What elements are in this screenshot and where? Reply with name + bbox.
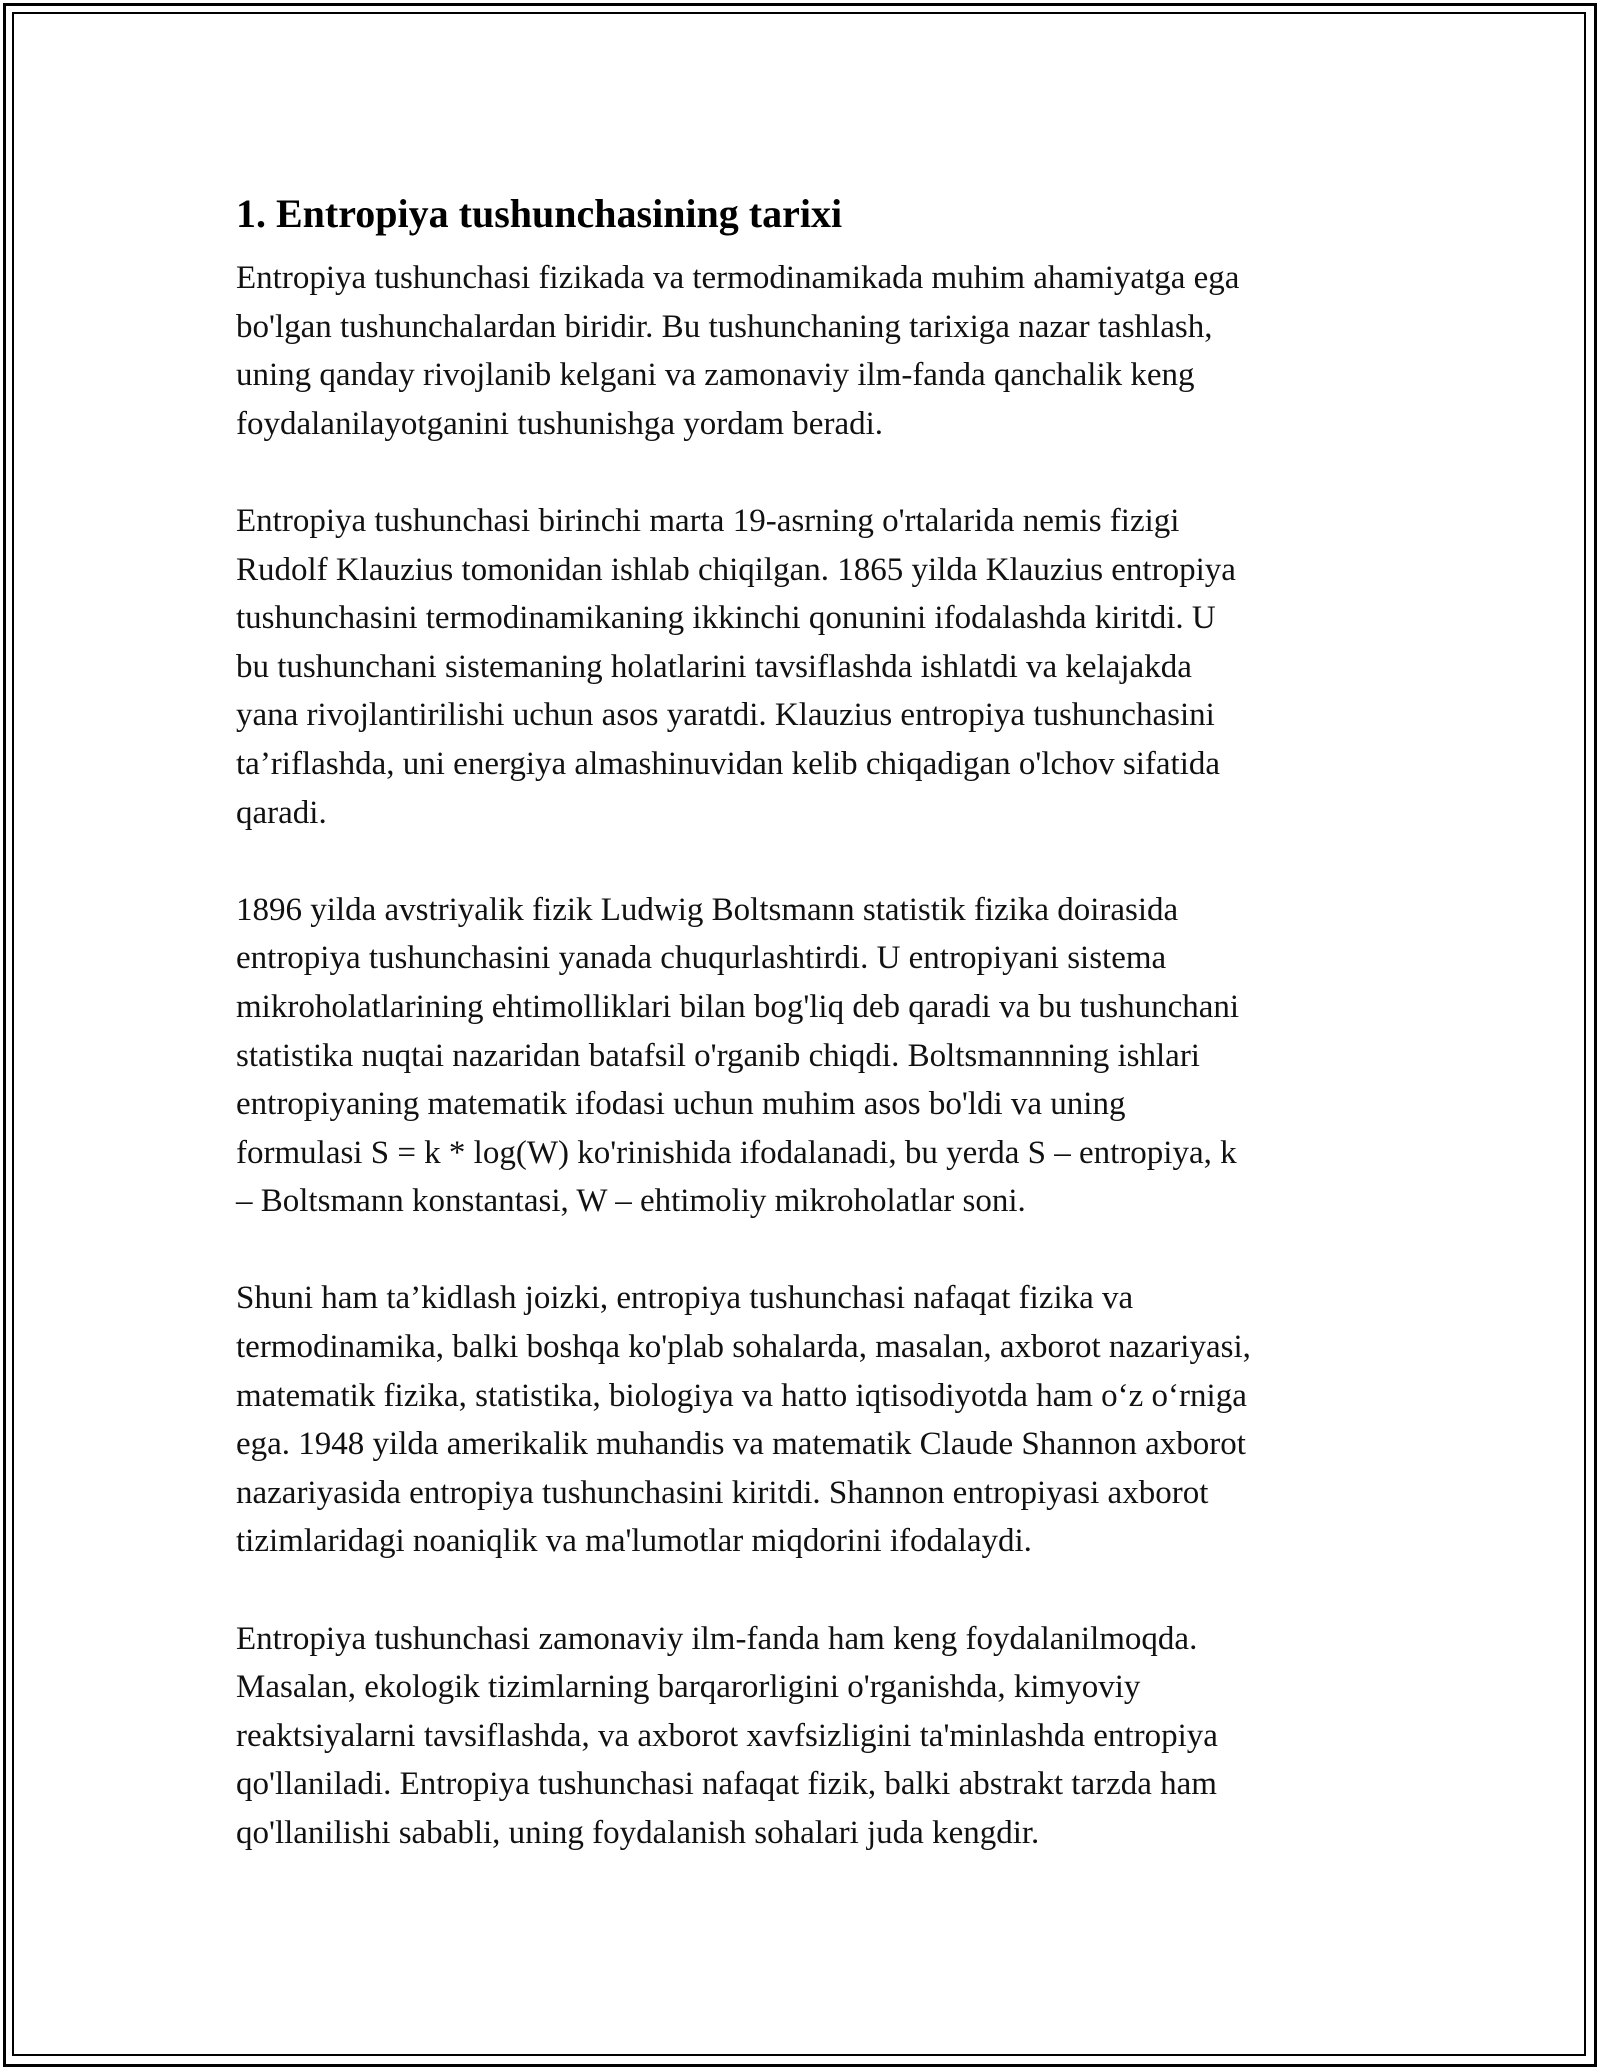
section-heading: 1. Entropiya tushunchasining tarixi [236,191,843,236]
paragraph-boltsmann: 1896 yilda avstriyalik fizik Ludwig Boltsmann statistik fizika doirasida entropiya tushunchasini yanada chuqurlashtirdi. U entropiyani sistema mikroholatlarining ehtimolliklari bilan bog'liq deb qaradi va bu tushunchani statistika nuqtai nazaridan batafsil o'rganib chiqdi. Boltsmannning ishlari entropiyaning matematik ifodasi uchun muhim asos bo'ldi va uning formulasi S = k * log(W) ko'rinishida ifodalanadi, bu yerda S – entropiya, k – Boltsmann konstantasi, W – ehtimoliy mikroholatlar soni. [236,891,1240,1220]
document-body [236,188,1366,1858]
paragraph-klauzius: Entropiya tushunchasi birinchi marta 19-asrning o'rtalarida nemis fizigi Rudolf Klauzius tomonidan ishlab chiqilgan. 1865 yilda Klauzius entropiya tushunchasini termodinamikaning ikkinchi qonunini ifodalashda kiritdi. U bu tushunchani sistemaning holatlarini tavsiflashda ishlatdi va kelajakda yana rivojlantirilishi uchun asos yaratdi. Klauzius entropiya tushunchasini ta’riflashda, uni energiya almashinuvidan kelib chiqadigan o'lchov sifatida qaradi. [236,502,1236,831]
paragraph-shannon: Shuni ham ta’kidlash joizki, entropiya tushunchasi nafaqat fizika va termodinamika, balki boshqa ko'plab sohalarda, masalan, axborot nazariyasi, matematik fizika, statistika, biologiya va hatto iqtisodiyotda ham o‘z o‘rniga ega. 1948 yilda amerikalik muhandis va matematik Claude Shannon axborot nazariyasida entropiya tushunchasini kiritdi. Shannon entropiyasi axborot tizimlaridagi noaniqlik va ma'lumotlar miqdorini ifodalaydi. [236,1280,1251,1560]
paragraph-intro: Entropiya tushunchasi fizikada va termodinamikada muhim ahamiyatga ega bo'lgan tushunchalardan biridir. Bu tushunchaning tarixiga nazar tashlash, uning qanday rivojlanib kelgani va zamonaviy ilm-fanda qanchalik keng foydalanilayotganini tushunishga yordam beradi. [236,260,1240,442]
paragraph-modern-usage: Entropiya tushunchasi zamonaviy ilm-fanda ham keng foydalanilmoqda. Masalan, ekologik tizimlarning barqarorligini o'rganishda, kimyoviy reaktsiyalarni tavsiflashda, va axborot xavfsizligini ta'minlashda entropiya qo'llaniladi. Entropiya tushunchasi nafaqat fizik, balki abstrakt tarzda ham qo'llanilishi sababli, uning foydalanish sohalari juda kengdir. [236,1620,1218,1851]
